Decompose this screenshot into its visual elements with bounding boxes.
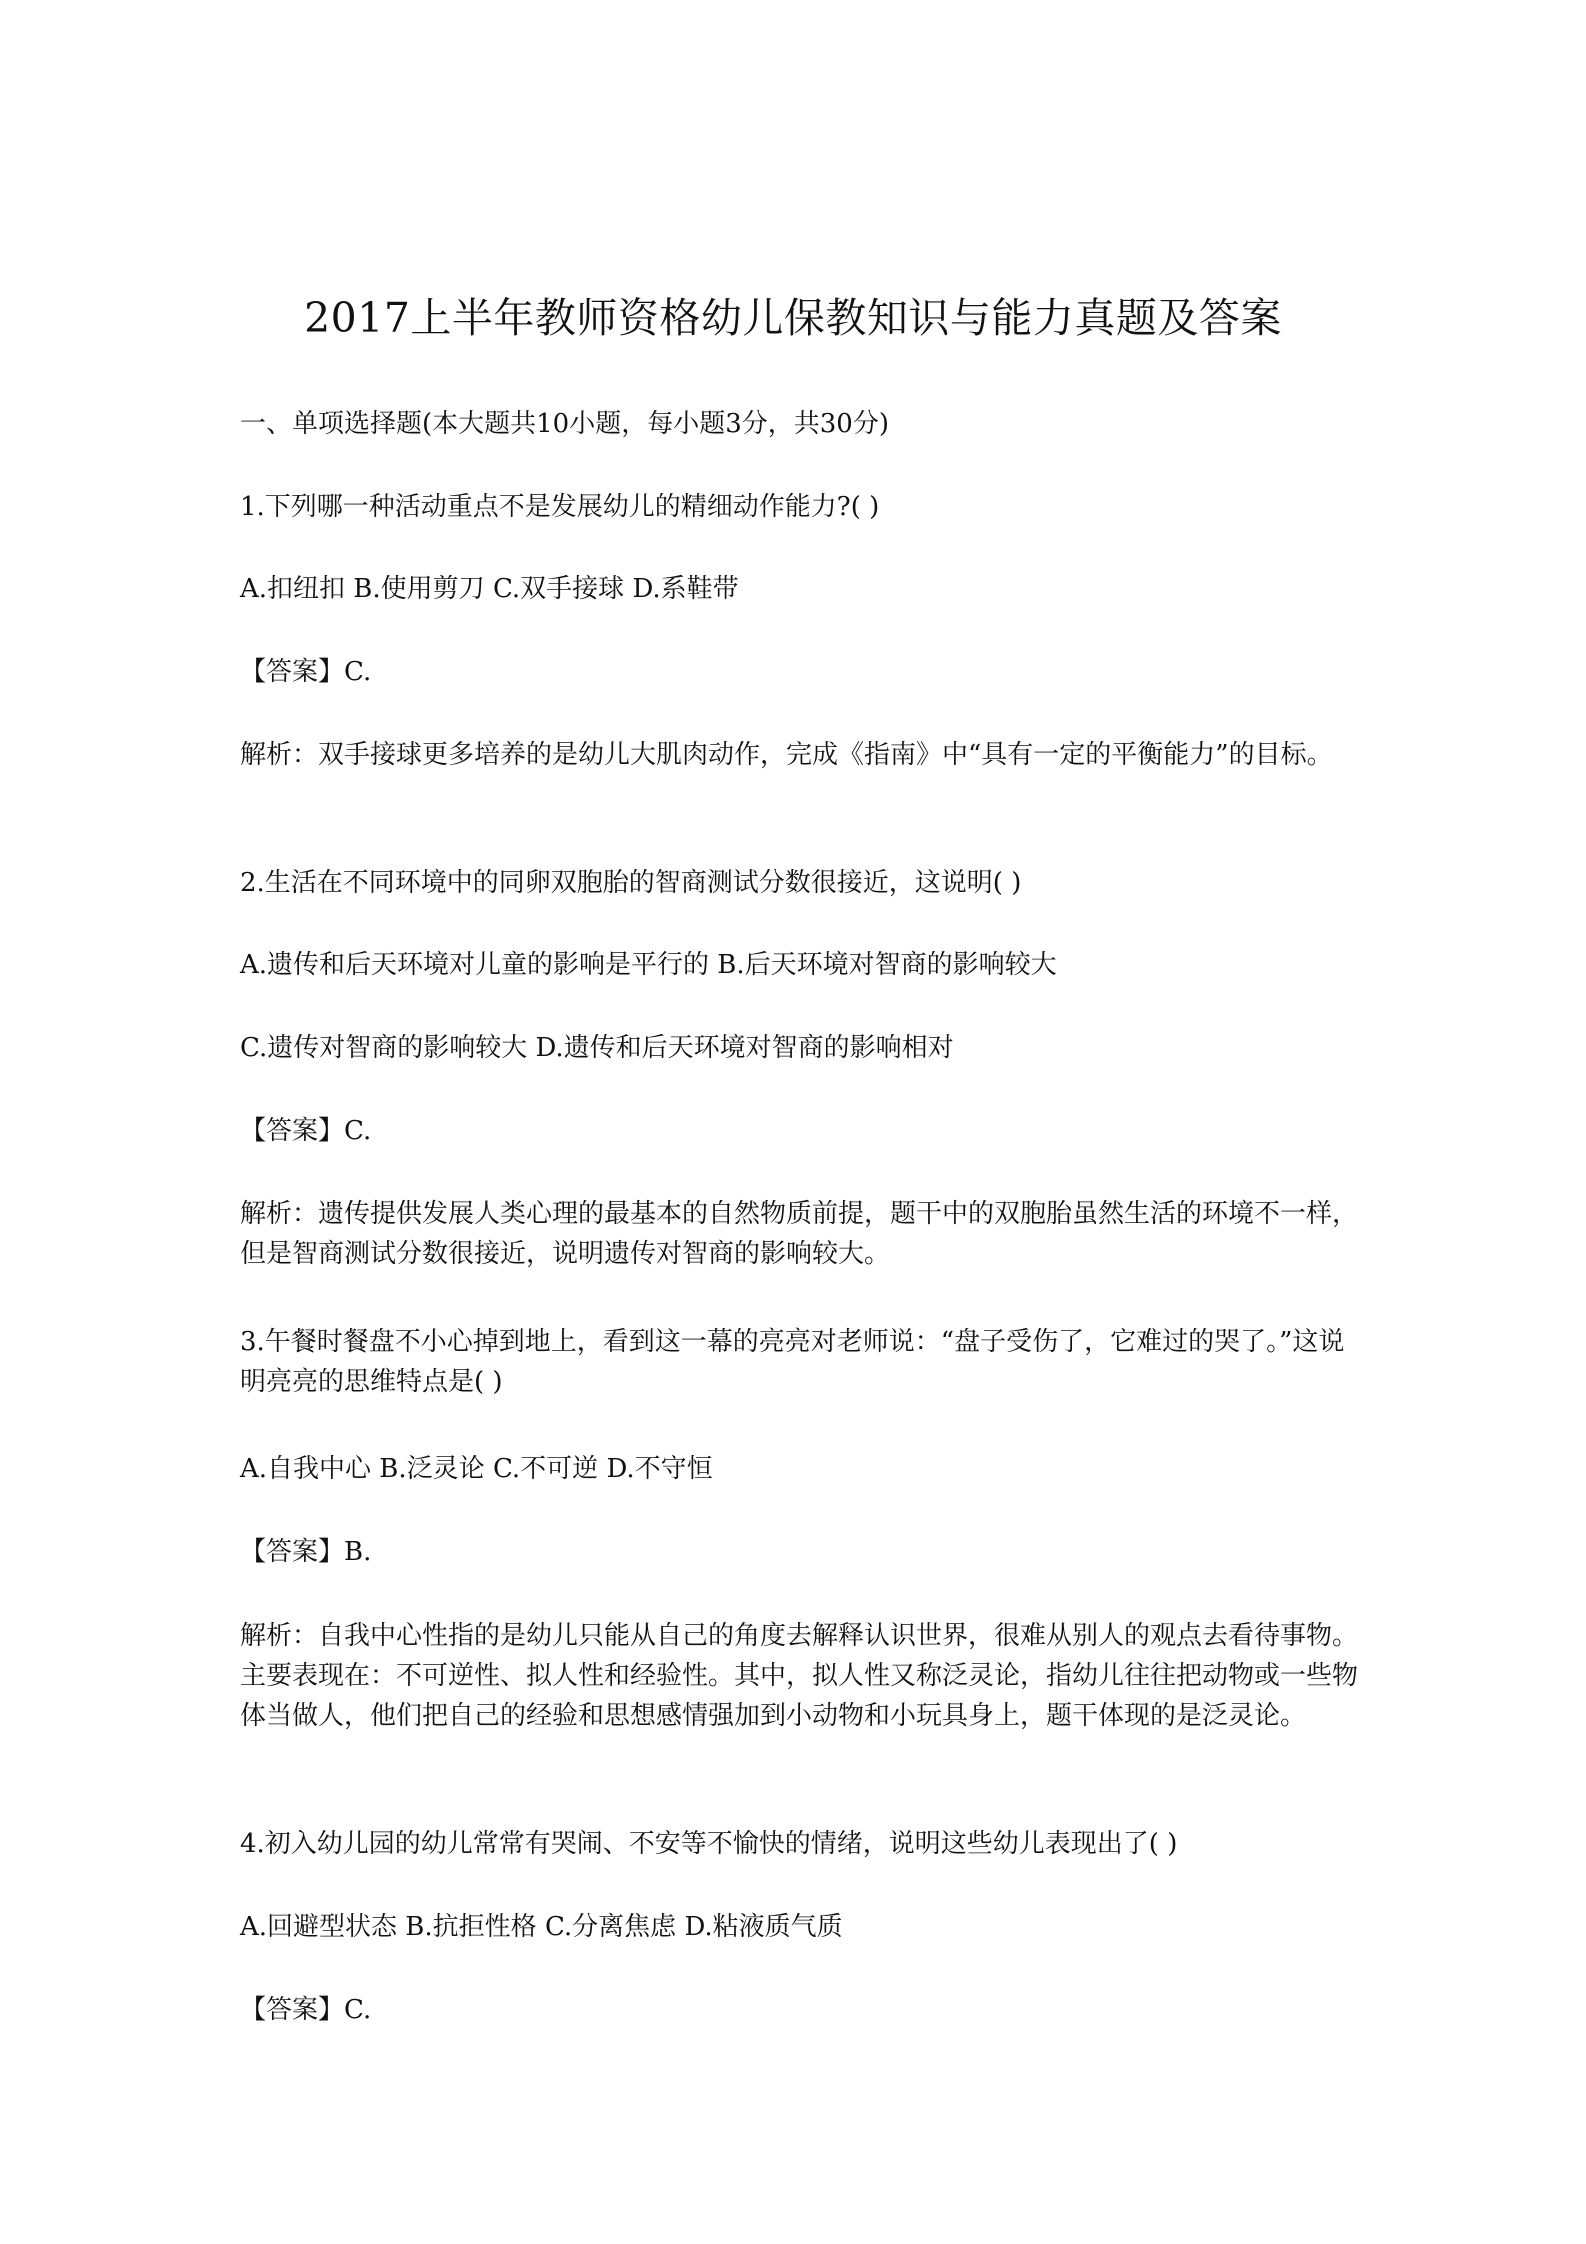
question-3-analysis: 解析：自我中心性指的是幼儿只能从自己的角度去解释认识世界，很难从别人的观点去看待事物。主要表现在：不可逆性、拟人性和经验性。其中，拟人性又称泛灵论，指幼儿往往把动物或一些物体当做人，他们把自己的经验和思想感情强加到小动物和小玩具身上，题干体现的是泛灵论。: [240, 1621, 1359, 1731]
question-2-option-line-2: C.遗传对智商的影响较大 D.遗传和后天环境对智商的影响相对: [240, 1033, 954, 1063]
question-3-stem: 3.午餐时餐盘不小心掉到地上，看到这一幕的亮亮对老师说：“盘子受伤了，它难过的哭了。”这说明亮亮的思维特点是( ): [240, 1327, 1345, 1397]
question-2-option-line-1: A.遗传和后天环境对儿童的影响是平行的 B.后天环境对智商的影响较大: [240, 950, 1057, 980]
question-4-answer: 【答案】C.: [240, 1995, 372, 2025]
question-2-analysis: 解析：遗传提供发展人类心理的最基本的自然物质前提，题干中的双胞胎虽然生活的环境不一样，但是智商测试分数很接近，说明遗传对智商的影响较大。: [240, 1199, 1359, 1269]
question-1-analysis: 解析：双手接球更多培养的是幼儿大肌肉动作，完成《指南》中“具有一定的平衡能力”的目标。: [240, 740, 1333, 770]
question-3-answer: 【答案】B.: [240, 1537, 372, 1567]
question-4-stem: 4.初入幼儿园的幼儿常常有哭闹、不安等不愉快的情绪，说明这些幼儿表现出了( ): [240, 1829, 1178, 1859]
question-1-answer: 【答案】C.: [240, 657, 372, 687]
question-2-answer: 【答案】C.: [240, 1116, 372, 1146]
document-title: 2017上半年教师资格幼儿保教知识与能力真题及答案: [304, 294, 1282, 342]
question-1-options: A.扣纽扣 B.使用剪刀 C.双手接球 D.系鞋带: [240, 574, 739, 604]
question-3-options: A.自我中心 B.泛灵论 C.不可逆 D.不守恒: [240, 1454, 713, 1484]
section-heading: 一、单项选择题(本大题共10小题，每小题3分，共30分): [240, 409, 889, 439]
question-2-stem: 2.生活在不同环境中的同卵双胞胎的智商测试分数很接近，这说明( ): [240, 868, 1022, 898]
question-4-options: A.回避型状态 B.抗拒性格 C.分离焦虑 D.粘液质气质: [240, 1912, 843, 1942]
question-1-stem: 1.下列哪一种活动重点不是发展幼儿的精细动作能力?( ): [240, 492, 880, 522]
